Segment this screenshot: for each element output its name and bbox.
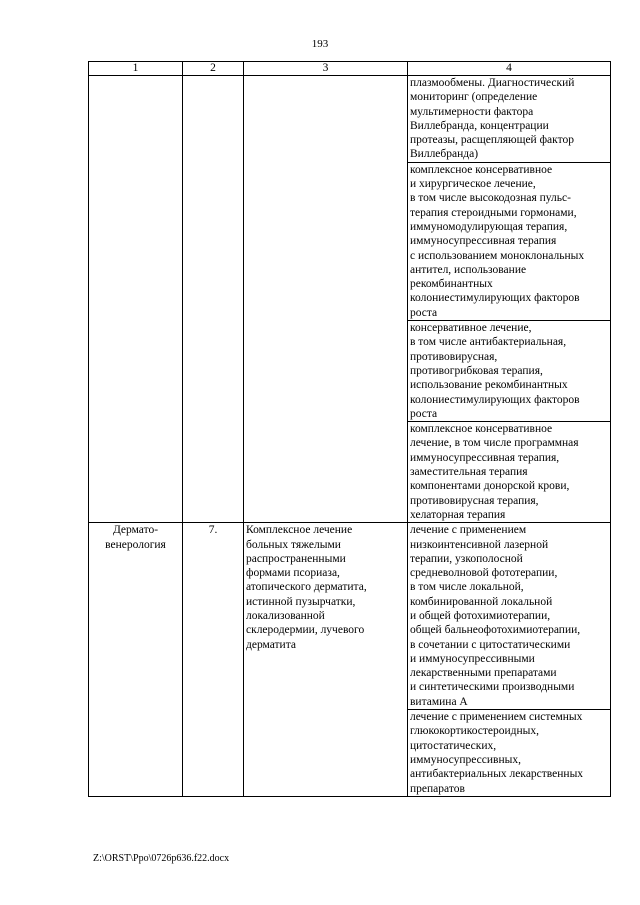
text-line: иммуномодулирующая терапия, (410, 220, 568, 233)
method-cell (408, 422, 611, 523)
text-line: локализованной (246, 609, 325, 622)
text-line: общей бальнеофотохимиотерапии, (410, 624, 581, 637)
text-line: цитостатических, (410, 739, 497, 752)
method-cell (408, 523, 611, 710)
text-line: лечение, в том числе программная (410, 437, 579, 450)
text-line: консервативное лечение, (410, 322, 532, 335)
profile-cell-empty (89, 76, 183, 523)
text-line: распространенными (246, 552, 346, 565)
text-line: в том числе локальной, (410, 581, 524, 594)
column-header-4: 4 (408, 62, 611, 76)
text-line: комплексное консервативное (410, 423, 553, 436)
text-line: Комплексное лечение (246, 524, 353, 537)
text-line: в сочетании с цитостатическими (410, 638, 571, 651)
text-line: склеродермии, лучевого (246, 624, 365, 637)
text-line: в том числе антибактериальная, (410, 336, 567, 349)
text-line: иммуносупрессивная терапия (410, 235, 557, 248)
text-line: с использованием моноклональных (410, 249, 585, 262)
text-line: венерология (105, 538, 166, 551)
text-line: и синтетическими производными (410, 681, 575, 694)
text-line: лекарственными препаратами (410, 667, 557, 680)
table-header-row (89, 62, 611, 76)
text-line: колониестимулирующих факторов (410, 393, 580, 406)
text-line: глюкокортикостероидных, (410, 725, 540, 738)
page-number: 193 (311, 38, 329, 50)
text-line: и хирургическое лечение, (410, 178, 536, 191)
text-line: лечение с применением (410, 524, 527, 537)
text-line: иммуносупрессивных, (410, 753, 521, 766)
text-line: средневолновой фототерапии, (410, 567, 558, 580)
column-header-3: 3 (244, 62, 408, 76)
text-line: лечение с применением системных (410, 711, 583, 724)
table-body (89, 76, 611, 797)
text-line: мультимерности фактора (410, 105, 534, 118)
text-line: роста (410, 306, 438, 319)
text-line: протеазы, расщепляющей фактор (410, 134, 574, 147)
table-row (89, 76, 611, 163)
description-cell-empty (244, 76, 408, 523)
text-line: противогрибковая терапия, (410, 364, 543, 377)
text-line: хелаторная терапия (410, 508, 506, 521)
profile-cell (89, 523, 183, 797)
text-line: препаратов (410, 782, 465, 795)
text-line: Дермато- (112, 524, 159, 537)
text-line: рекомбинантных (410, 278, 493, 291)
text-line: истинной пузырчатки, (246, 595, 356, 608)
text-line: больных тяжелыми (246, 538, 341, 551)
text-line: и общей фотохимиотерапии, (410, 609, 551, 622)
text-line: комбинированной локальной (410, 595, 553, 608)
text-line: Виллебранда) (410, 148, 479, 161)
number-cell (183, 523, 244, 797)
method-cell (408, 162, 611, 320)
text-line: роста (410, 407, 438, 420)
text-line: терапия стероидными гормонами, (410, 206, 577, 219)
item-number: 7. (208, 524, 218, 537)
text-line: противовирусная, (410, 350, 498, 363)
text-line: иммуносупрессивная терапия, (410, 451, 560, 464)
file-path-footer: Z:\ORST\Ppo\0726p636.f22.docx (93, 853, 230, 864)
text-line: терапии, узкополосной (410, 552, 523, 565)
text-line: комплексное консервативное (410, 163, 553, 176)
column-header-1: 1 (89, 62, 183, 76)
column-header-2: 2 (183, 62, 244, 76)
text-line: низкоинтенсивной лазерной (410, 538, 549, 551)
description-cell (244, 523, 408, 797)
text-line: в том числе высокодозная пульс- (410, 192, 571, 205)
text-line: витамина А (410, 695, 468, 708)
method-cell (408, 76, 611, 163)
text-line: колониестимулирующих факторов (410, 292, 580, 305)
text-line: заместительная терапия (410, 466, 528, 479)
text-line: противовирусная терапия, (410, 494, 539, 507)
text-line: антител, использование (410, 263, 527, 276)
text-line: мониторинг (определение (410, 91, 538, 104)
medical-care-table (88, 61, 611, 797)
text-line: компонентами донорской крови, (410, 480, 570, 493)
table-row (89, 523, 611, 710)
text-line: Виллебранда, концентрации (410, 119, 549, 132)
text-line: и иммуносупрессивными (410, 652, 535, 665)
text-line: формами псориаза, (246, 567, 340, 580)
text-line: дерматита (246, 638, 296, 651)
method-cell (408, 321, 611, 422)
text-line: атопического дерматита, (246, 581, 367, 594)
method-cell (408, 710, 611, 797)
text-line: антибактериальных лекарственных (410, 768, 584, 781)
text-line: использование рекомбинантных (410, 379, 568, 392)
text-line: плазмообмены. Диагностический (410, 77, 575, 89)
number-cell-empty (183, 76, 244, 523)
